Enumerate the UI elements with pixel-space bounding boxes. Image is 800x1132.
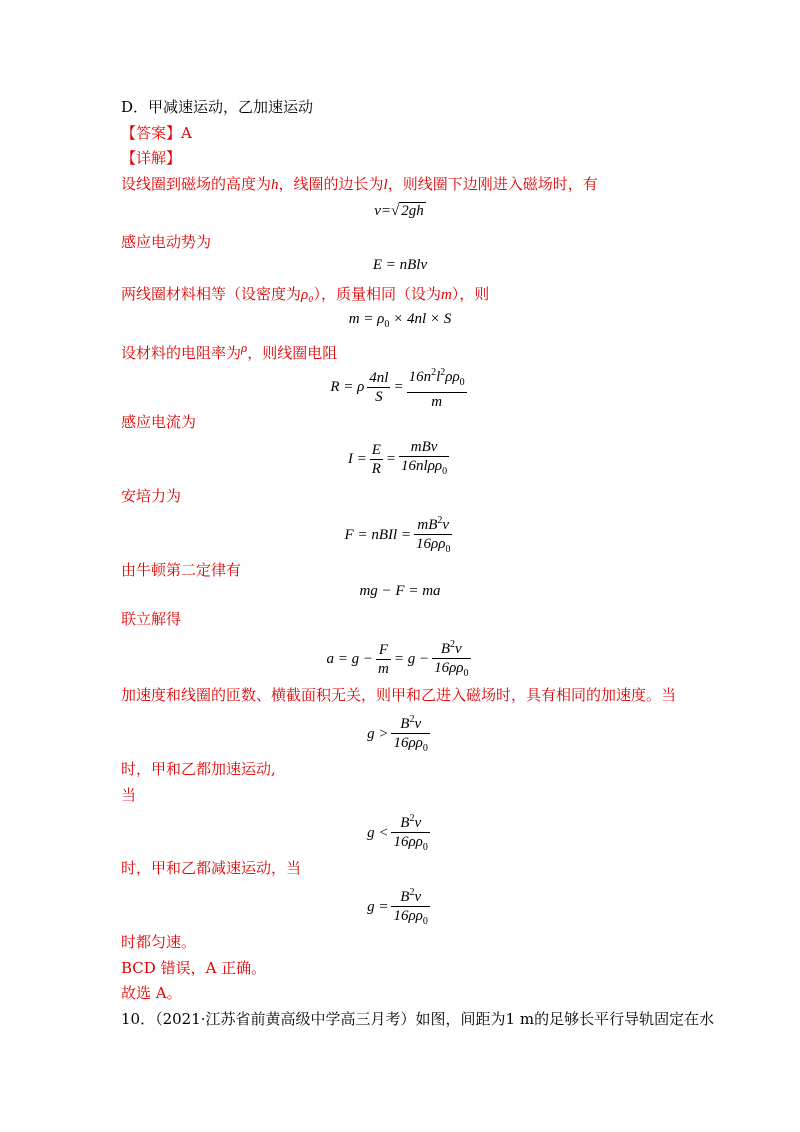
detail-label: 【详解】 (121, 149, 182, 167)
text-p12: 时，甲和乙都减速运动，当 (121, 859, 302, 877)
equation-greater: g > $\frac{B^2v}{16\rho\rho_0}$ (0, 711, 800, 758)
text-p1: 设线圈到磁场的高度为h，线圈的边长为l，则线圈下边刚进入磁场时，有 (121, 175, 598, 193)
text-p6: 安培力为 (121, 487, 182, 505)
equation-force: F = nBIl = $\frac{mB^2v}{16\rho\rho_0}$ (0, 512, 800, 559)
text-p10: 时，甲和乙都加速运动, (121, 760, 276, 778)
text-p4: 设材料的电阻率为ρ，则线圈电阻 (121, 340, 338, 362)
equation-newton: mg − F = ma (359, 583, 441, 599)
equation-mass: $m = \rho_0 \times 4nl \times S$ (348, 311, 452, 330)
answer-label: 【答案】A (121, 124, 192, 142)
equation-velocity: v=√ 2gh (374, 203, 424, 219)
text-p14: BCD 错误，A 正确。 (121, 959, 267, 977)
text-p2: 感应电动势为 (121, 233, 212, 251)
text-p15: 故选 A。 (121, 984, 182, 1002)
option-d: D．甲减速运动，乙加速运动 (121, 98, 314, 116)
text-p13: 时都匀速。 (121, 933, 197, 951)
text-p5: 感应电流为 (121, 413, 197, 431)
text-p9: 加速度和线圈的匝数、横截面积无关，则甲和乙进入磁场时，具有相同的加速度。当 (121, 686, 677, 704)
equation-current: I = $\frac{E}{R}$ = $\frac{\text{mBv}}{16nl\rho\rho_0}$ (347, 439, 448, 477)
equation-resistance: R = ρ $\frac{4nl}{S}$ = $\frac{16n^2l^2\rho\rho_0}{m}$ (0, 364, 800, 411)
text-p7: 由牛顿第二定律有 (121, 561, 242, 579)
equation-less: g < $\frac{B^2v}{16\rho\rho_0}$ (0, 810, 800, 857)
equation-equal: g = $\frac{B^2v}{16\rho\rho_0}$ (0, 884, 800, 931)
text-p3: 两线圈材料相等（设密度为ρ₀），质量相同（设为m），则 (121, 285, 490, 303)
text-p8: 联立解得 (121, 610, 182, 628)
text-p11: 当 (121, 786, 137, 804)
equation-acceleration: a = g − $\frac{F}{m}$ = g − $\frac{B^2v}{16\rho\rho_0}$ (0, 636, 800, 683)
equation-emf: E = nBlv (372, 257, 428, 273)
question-10: 10．（2021·江苏省前黄高级中学高三月考）如图，间距为1 m的足够长平行导轨固定在水 (121, 1010, 715, 1028)
